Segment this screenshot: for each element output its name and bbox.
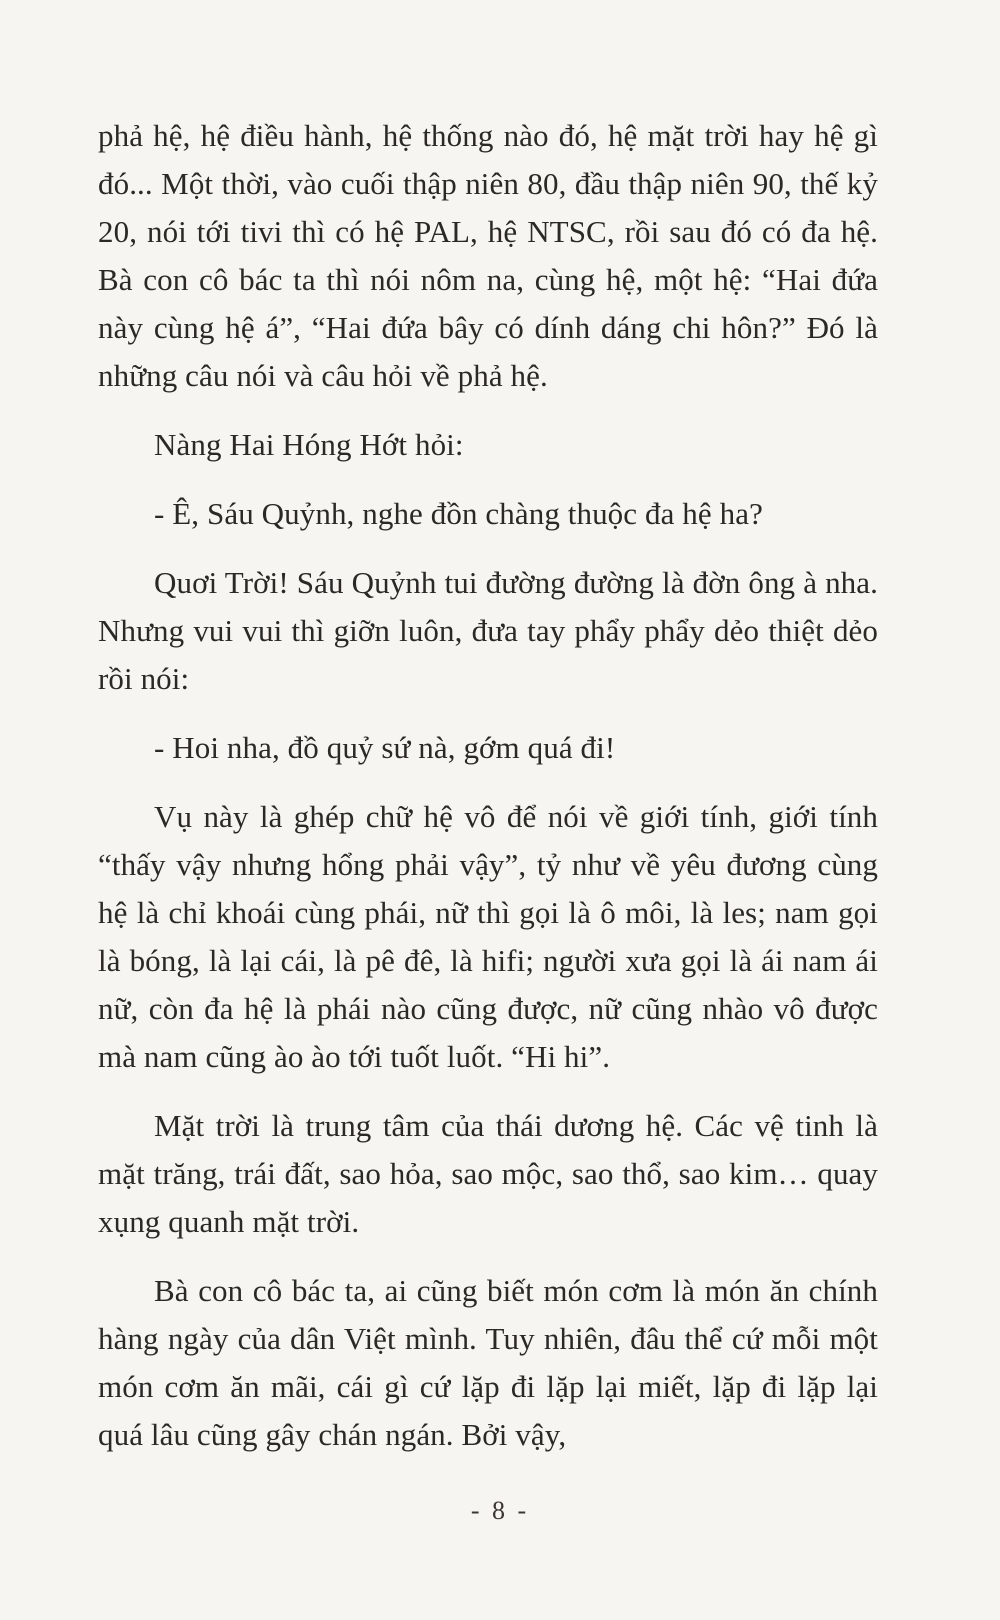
paragraph-2: Nàng Hai Hóng Hớt hỏi: bbox=[154, 427, 464, 462]
paragraph-3: - Ê, Sáu Quỷnh, nghe đồn chàng thuộc đa hệ ha? bbox=[154, 496, 763, 531]
paragraph-1: phả hệ, hệ điều hành, hệ thống nào đó, hệ mặt trời hay hệ gì đó... Một thời, vào cuối thập niên 80, đầu thập niên 90, thế kỷ 20, nói tới tivi thì có hệ PAL, hệ NTSC, rồi sau đó có đa hệ. Bà con cô bác ta thì nói nôm na, cùng hệ, một hệ: “Hai đứa này cùng hệ á”, “Hai đứa bây có dính dáng chi hôn?” Đó là những câu nói và câu hỏi về phả hệ. bbox=[98, 118, 878, 393]
paragraph-6: Vụ này là ghép chữ hệ vô để nói về giới tính, giới tính “thấy vậy nhưng hổng phải vậy”, tỷ như về yêu đương cùng hệ là chỉ khoái cùng phái, nữ thì gọi là ô môi, là les; nam gọi là bóng, là lại cái, là pê đê, là hifi; người xưa gọi là ái nam ái nữ, còn đa hệ là phái nào cũng được, nữ cũng nhào vô được mà nam cũng ào ào tới tuốt luốt. “Hi hi”. bbox=[98, 799, 878, 1074]
page-body bbox=[98, 112, 878, 1480]
paragraph-8: Bà con cô bác ta, ai cũng biết món cơm là món ăn chính hàng ngày của dân Việt mình. Tuy nhiên, đâu thể cứ mỗi một món cơm ăn mãi, cái gì cứ lặp đi lặp lại miết, lặp đi lặp lại quá lâu cũng gây chán ngán. Bởi vậy, bbox=[98, 1273, 878, 1452]
paragraph-7: Mặt trời là trung tâm của thái dương hệ. Các vệ tinh là mặt trăng, trái đất, sao hỏa, sao mộc, sao thổ, sao kim… quay xụng quanh mặt trời. bbox=[98, 1108, 878, 1239]
paragraph-4: Quơi Trời! Sáu Quỷnh tui đường đường là đờn ông à nha. Nhưng vui vui thì giỡn luôn, đưa tay phẩy phẩy dẻo thiệt dẻo rồi nói: bbox=[98, 565, 878, 696]
page-number: - 8 - bbox=[470, 1496, 530, 1525]
paragraph-5: - Hoi nha, đồ quỷ sứ nà, gớm quá đi! bbox=[154, 730, 616, 765]
